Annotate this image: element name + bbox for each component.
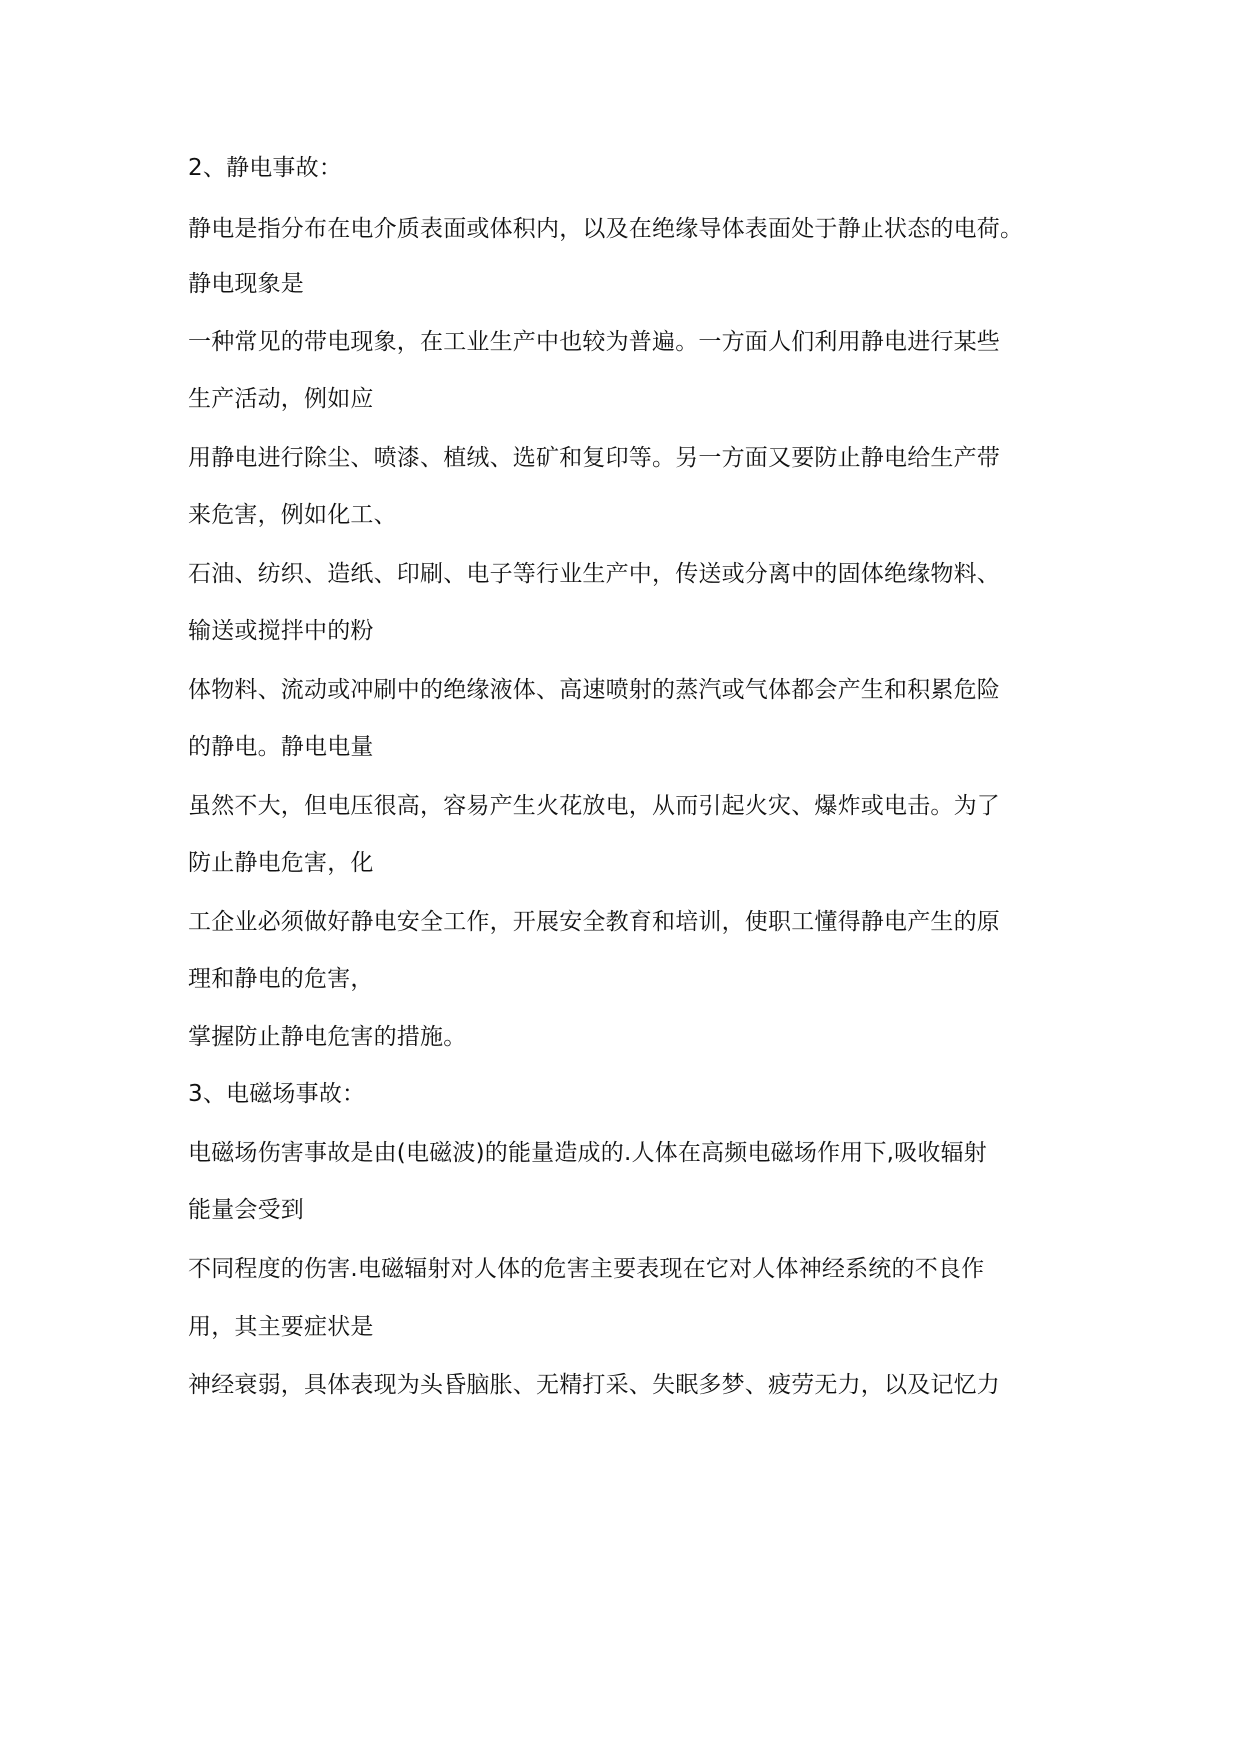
text-line: 不同程度的伤害.电磁辐射对人体的危害主要表现在它对人体神经系统的不良作 (188, 1256, 985, 1282)
text-line: 用，其主要症状是 (188, 1314, 374, 1340)
section-heading-electromagnetic: 3、电磁场事故： (188, 1081, 366, 1107)
text-line: 生产活动，例如应 (188, 386, 374, 412)
text-line: 一种常见的带电现象，在工业生产中也较为普遍。一方面人们利用静电进行某些 (188, 329, 1000, 355)
text-line: 来危害，例如化工、 (188, 502, 397, 528)
text-line: 电磁场伤害事故是由(电磁波)的能量造成的.人体在高频电磁场作用下,吸收辐射 (188, 1140, 987, 1166)
text-line: 用静电进行除尘、喷漆、植绒、选矿和复印等。另一方面又要防止静电给生产带 (188, 445, 1000, 471)
text-line: 虽然不大，但电压很高，容易产生火花放电，从而引起火灾、爆炸或电击。为了 (188, 793, 1000, 819)
text-line: 的静电。静电电量 (188, 734, 374, 760)
text-line: 能量会受到 (188, 1197, 304, 1223)
text-line: 工企业必须做好静电安全工作，开展安全教育和培训，使职工懂得静电产生的原 (188, 909, 1000, 935)
text-line: 石油、纺织、造纸、印刷、电子等行业生产中，传送或分离中的固体绝缘物料、 (188, 561, 1000, 587)
text-line: 掌握防止静电危害的措施。 (188, 1024, 467, 1050)
text-line: 理和静电的危害， (188, 966, 374, 992)
text-line: 体物料、流动或冲刷中的绝缘液体、高速喷射的蒸汽或气体都会产生和积累危险 (188, 677, 1000, 703)
text-line: 神经衰弱，具体表现为头昏脑胀、无精打采、失眠多梦、疲劳无力，以及记忆力 (188, 1372, 1000, 1398)
text-line: 静电是指分布在电介质表面或体积内，以及在绝缘导体表面处于静止状态的电荷。 (188, 216, 1024, 242)
section-heading-static-electricity: 2、静电事故： (188, 155, 343, 181)
text-line: 防止静电危害，化 (188, 850, 374, 876)
text-line: 输送或搅拌中的粉 (188, 618, 374, 644)
text-line: 静电现象是 (188, 271, 304, 297)
